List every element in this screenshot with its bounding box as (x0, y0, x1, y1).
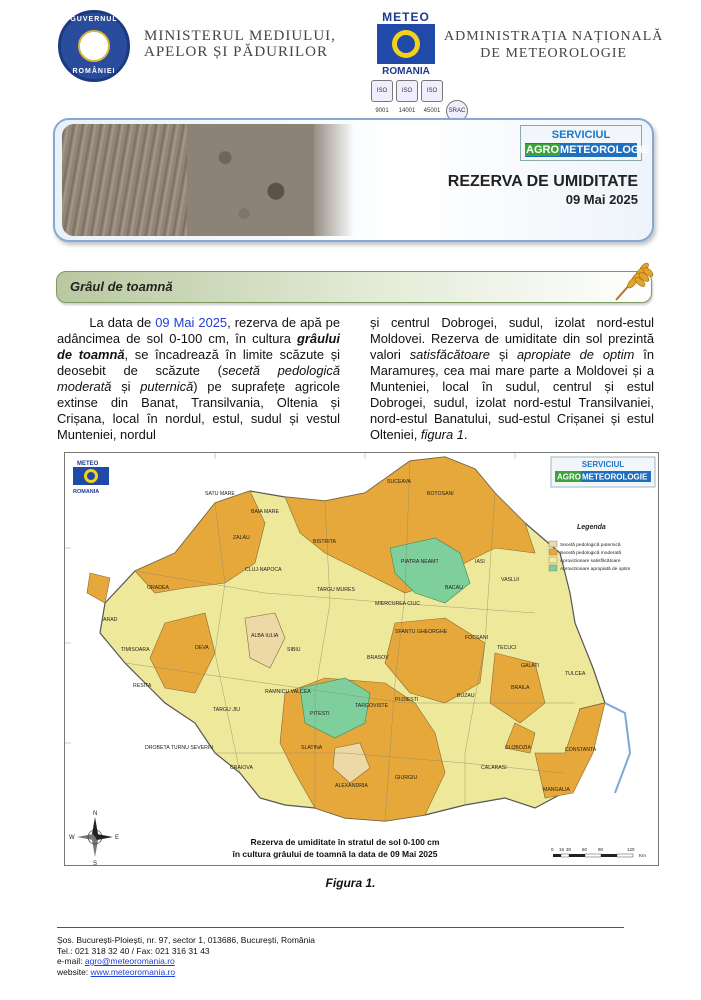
svg-text:30: 30 (566, 847, 572, 852)
legend-swatch-moderate (549, 549, 557, 555)
svg-text:S: S (93, 861, 98, 866)
meteo-romania-logo: METEO ROMANIA (373, 10, 439, 76)
agency-name: ADMINISTRAȚIA NAȚIONALĂ DE METEOROLOGIE (444, 29, 664, 61)
city-label: ZALAU (233, 535, 250, 541)
svg-text:E: E (115, 835, 120, 841)
city-label: ARAD (103, 617, 118, 623)
report-title: REZERVA DE UMIDITATE (447, 173, 638, 190)
svg-text:W: W (69, 835, 75, 841)
figure-reference[interactable]: figura 1 (420, 427, 464, 442)
svg-text:Secetă pedologică moderată: Secetă pedologică moderată (560, 551, 622, 556)
city-label: IASI (475, 559, 485, 565)
city-label: ALBA IULIA (251, 633, 279, 639)
city-label: MIERCUREA CIUC (375, 601, 420, 607)
svg-text:AGRO: AGRO (557, 472, 581, 482)
city-label: GALATI (521, 663, 540, 669)
city-label: ORADEA (147, 585, 169, 591)
city-label: PLOIESTI (395, 697, 419, 703)
svg-text:N: N (93, 811, 98, 817)
city-label: TIMISOARA (121, 647, 150, 653)
map-agro-badge (551, 457, 655, 487)
city-label: TULCEA (565, 671, 586, 677)
city-label: PIATRA NEAMT (401, 559, 439, 565)
city-label: BRASOV (367, 655, 389, 661)
svg-text:15: 15 (559, 847, 565, 852)
paragraph-col2: și centrul Dobrogei, sudul, izolat nord-estul Moldovei. Rezerva de umiditate din sol prezintă valori satisfăcătoare și apropiate de optim în Maramureș, cea mai mare parte a Moldovei și a Munteniei, local în sudul, centrul și estul Dobrogei, sudul, izolat nord-estul Transilvaniei, nord-estul Banatului, sud-estul Crișanei și estul Olteniei, figura 1. (370, 315, 654, 442)
agrometeorology-badge: SERVICIUL AGROMETEOROLOGIE (520, 125, 642, 161)
city-label: BISTRITA (313, 539, 336, 545)
report-date: 09 Mai 2025 (565, 192, 638, 207)
svg-text:Km: Km (639, 853, 646, 858)
svg-text:60: 60 (582, 847, 588, 852)
city-label: TARGOVISTE (355, 703, 389, 709)
city-label: MANGALIA (543, 787, 570, 793)
footer-contact: Șos. București-Ploiești, nr. 97, sector 1, 013686, București, România Tel.: 021 318 32 40 / Fax: 021 316 31 43 e-mail: agro@meteoromania.ro website: www.meteoromania.ro (57, 935, 315, 977)
footer-phone: Tel.: 021 318 32 40 / Fax: 021 316 31 43 (57, 945, 210, 956)
email-link[interactable]: agro@meteoromania.ro (84, 956, 175, 966)
seal-top-text: GUVERNUL (70, 16, 118, 23)
soil-photo (187, 124, 314, 236)
map-title-line2: în cultura grâului de toamnă la data de 09 Mai 2025 (232, 849, 438, 859)
city-label: BACAU (445, 585, 463, 591)
romania-map-svg (65, 453, 659, 866)
footer-divider (57, 927, 624, 928)
website-link[interactable]: www.meteoromania.ro (90, 966, 176, 977)
city-label: VASLUI (501, 577, 520, 583)
cert-badge-icon: ISO 9001 (371, 80, 393, 102)
figure-caption: Figura 1. (325, 876, 376, 890)
city-label: SUCEAVA (387, 479, 412, 485)
city-label: CLUJ-NAPOCA (245, 567, 282, 573)
city-label: BUZAU (457, 693, 475, 699)
city-label: GIURGIU (395, 775, 418, 781)
svg-text:0: 0 (551, 847, 554, 852)
city-label: TARGU JIU (213, 707, 240, 713)
section-title: Grâul de toamnă (70, 279, 173, 294)
certification-badges (371, 80, 471, 114)
city-label: SLATINA (301, 745, 323, 751)
city-label: SATU MARE (205, 491, 235, 497)
ministry-name: MINISTERUL MEDIULUI, APELOR ȘI PĂDURILOR (144, 28, 336, 60)
meteo-sun-icon (377, 24, 435, 64)
cert-badge-icon: ISO 14001 (396, 80, 418, 102)
city-label: TECUCI (497, 645, 517, 651)
svg-text:90: 90 (598, 847, 604, 852)
city-label: CONSTANTA (565, 747, 597, 753)
city-label: FOCSANI (465, 635, 489, 641)
city-label: CALARASI (481, 765, 507, 771)
svg-text:METEOROLOGIE: METEOROLOGIE (582, 472, 648, 482)
city-label: BRAILA (511, 685, 530, 691)
city-label: BAIA MARE (251, 509, 279, 515)
svg-text:ROMANIA: ROMANIA (73, 489, 100, 495)
city-label: SFANTU GHEORGHE (395, 629, 448, 635)
legend-swatch-optimal (549, 565, 557, 571)
legend-swatch-strong (549, 541, 557, 547)
coat-of-arms-icon (78, 30, 110, 62)
moisture-map (64, 452, 659, 866)
field-photo (62, 124, 187, 236)
svg-text:METEO: METEO (77, 461, 99, 467)
svg-text:Aprovizionare apropiată de opt: Aprovizionare apropiată de optim (560, 567, 631, 572)
wheat-icon (610, 256, 658, 304)
svg-text:Aprovizionare satisfăcătoare: Aprovizionare satisfăcătoare (560, 559, 621, 564)
date-highlight: 09 Mai 2025 (155, 315, 228, 330)
seal-bottom-text: ROMÂNIEI (72, 68, 116, 75)
cert-badge-icon: SRAC (446, 100, 468, 122)
city-label: RESITA (133, 683, 152, 689)
city-label: SLOBOZIA (505, 745, 531, 751)
legend-swatch-satisfactory (549, 557, 557, 563)
svg-text:Legenda: Legenda (577, 524, 606, 531)
paragraph-col1: La data de 09 Mai 2025, rezerva de apă pe adâncimea de sol 0-100 cm, în cultura grâului de toamnă, se încadrează în limite scăzute și deosebit de scăzute (secetă pedologică moderată și puternică) pe suprafețe agricole extinse din Banat, Transilvania, Oltenia și Crișana, local în nordul, estul, sudul și vestul Munteniei, nordul (57, 315, 341, 442)
city-label: SIBIU (287, 647, 301, 653)
city-label: DEVA (195, 645, 209, 651)
photo-fade (314, 124, 354, 236)
city-label: TARGU MURES (317, 587, 355, 593)
cert-badge-icon: ISO 45001 (421, 80, 443, 102)
city-label: RAMNICU VALCEA (265, 689, 311, 695)
government-seal (58, 10, 130, 82)
svg-text:120: 120 (627, 847, 635, 852)
city-label: DROBETA TURNU SEVERIN (145, 745, 214, 751)
city-label: BOTOSANI (427, 491, 454, 497)
svg-text:SERVICIUL: SERVICIUL (581, 460, 625, 469)
map-title-line1: Rezerva de umiditate în stratul de sol 0-100 cm (250, 837, 440, 847)
city-label: ALEXANDRIA (335, 783, 368, 789)
footer-address: Șos. București-Ploiești, nr. 97, sector 1, 013686, București, România (57, 935, 315, 945)
svg-text:Secetă pedologică puternică: Secetă pedologică puternică (560, 543, 621, 548)
city-label: PITESTI (310, 711, 330, 717)
city-label: CRAIOVA (230, 765, 253, 771)
